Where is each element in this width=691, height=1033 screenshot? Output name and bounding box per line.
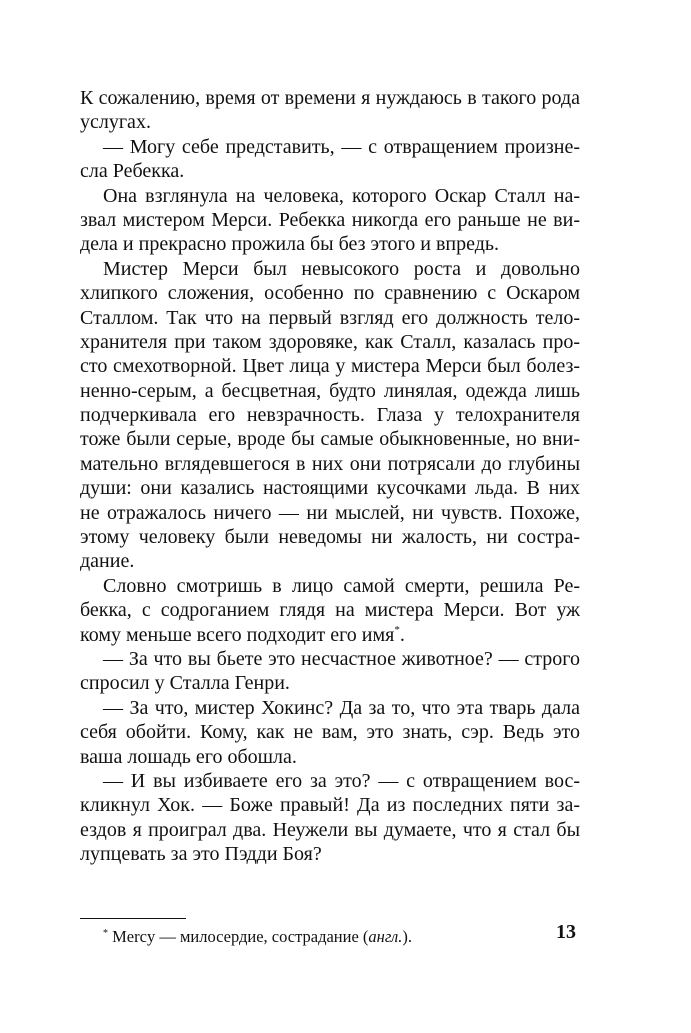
text-line-content: этому человеку были неведомы ни жалость, ни сострa-	[80, 526, 580, 549]
text-line-content: хлипкого сложения, особенно по сравнению с Оскаром	[80, 282, 580, 305]
text-line	[80, 184, 580, 208]
text-line-content: — Могу себе представить, — с отвращением произне-	[103, 135, 580, 158]
text-line	[80, 842, 580, 866]
text-line	[80, 379, 580, 403]
text-line	[80, 769, 580, 793]
text-line-content: мательно вглядевшегося в них они потрясали до глубины	[80, 452, 580, 475]
text-line-content: услугах.	[80, 111, 151, 134]
text-line	[80, 135, 580, 159]
text-line-content: Мистер Мерси был невысокого роста и довольно	[103, 257, 580, 280]
text-line	[80, 159, 580, 183]
text-line-content: кому меньше всего подходит его имя	[80, 623, 395, 646]
text-line	[80, 427, 580, 451]
text-line	[80, 110, 580, 134]
text-line-tail: .	[399, 623, 405, 646]
text-line-content: сто смехотворной. Цвет лица у мистера Мерси был болез-	[80, 355, 580, 378]
text-line-content: спросил у Сталла Генри.	[80, 672, 290, 695]
text-line-content: дела и прекрасно прожила бы без этого и впредь.	[80, 233, 500, 256]
text-line	[80, 549, 580, 573]
text-line	[80, 232, 580, 256]
text-line	[80, 403, 580, 427]
text-line	[80, 671, 580, 695]
text-line	[80, 623, 580, 647]
text-line	[80, 208, 580, 232]
text-line	[80, 720, 580, 744]
text-line-content: души: они казались настоящими кусочками льда. В них	[80, 477, 580, 500]
text-line	[80, 525, 580, 549]
text-line	[80, 452, 580, 476]
text-line	[80, 354, 580, 378]
text-line-content: подчеркивала его невзрачность. Глаза у телохранителя	[80, 404, 580, 427]
text-line-content: не отражалось ничего — ни мыслей, ни чувств. Похоже,	[80, 501, 580, 524]
text-line	[80, 696, 580, 720]
text-line-content: кликнул Хок. — Боже правый! Да из последних пяти за-	[80, 794, 580, 817]
text-line-content: Она взглянула на человека, которого Оскар Сталл на-	[103, 184, 580, 207]
text-line-content: ненно-серым, а бесцветная, будто линялая, одежда лишь	[80, 379, 580, 402]
text-line-content: тоже были серые, вроде бы самые обыкновенные, но вни-	[80, 428, 580, 451]
text-line-content: К сожалению, время от времени я нуждаюсь в такого рода	[80, 87, 580, 109]
text-line-content: Словно смотришь в лицо самой смерти, решила Ре-	[103, 574, 580, 597]
text-line-content: дание.	[80, 550, 135, 573]
text-line	[80, 501, 580, 525]
text-line	[80, 86, 580, 110]
footnote-separator	[80, 918, 186, 919]
text-line	[80, 793, 580, 817]
text-line-content: сла Ребекка.	[80, 160, 185, 183]
page-number: 13	[556, 921, 576, 943]
footnote-text: Mercy — милосердие, сострадание (	[112, 927, 369, 946]
text-line	[80, 745, 580, 769]
text-line	[80, 330, 580, 354]
text-line-content: лупцевать за это Пэдди Боя?	[80, 843, 322, 866]
text-line-content: Сталлом. Так что на первый взгляд его должность тело-	[80, 306, 580, 329]
text-line	[80, 281, 580, 305]
text-line-content: ездов я проиграл два. Неужели вы думаете, что я стал бы	[80, 818, 580, 841]
text-line	[80, 647, 580, 671]
text-line	[80, 306, 580, 330]
text-line-content: — За что вы бьете это несчастное животное? — строго	[103, 647, 580, 670]
text-line-content: бекка, с содроганием глядя на мистера Мерси. Вот уж	[80, 599, 580, 622]
text-line-content: хранителя при таком здоровяке, как Сталл, казалась про-	[80, 330, 580, 353]
footnote-reference: *	[394, 623, 400, 636]
text-line	[80, 476, 580, 500]
text-line	[80, 257, 580, 281]
text-line-content: ваша лошадь его обошла.	[80, 745, 297, 768]
text-line	[80, 598, 580, 622]
text-line	[80, 574, 580, 598]
footnote-tail: ).	[402, 927, 413, 946]
text-line	[80, 818, 580, 842]
main-text	[80, 86, 580, 867]
footnote-mark: *	[103, 928, 108, 939]
text-line-content: звал мистером Мерси. Ребекка никогда его раньше не ви-	[80, 208, 580, 231]
text-line-content: — За что, мистер Хокинс? Да за то, что эта тварь дала	[103, 696, 580, 719]
text-line-content: себя обойти. Кому, как не вам, это знать, сэр. Ведь это	[80, 721, 580, 744]
text-line-content: — И вы избиваете его за это? — с отвращением вос-	[103, 769, 580, 792]
footnote-italic: англ.	[368, 927, 403, 946]
footnote	[103, 922, 412, 949]
